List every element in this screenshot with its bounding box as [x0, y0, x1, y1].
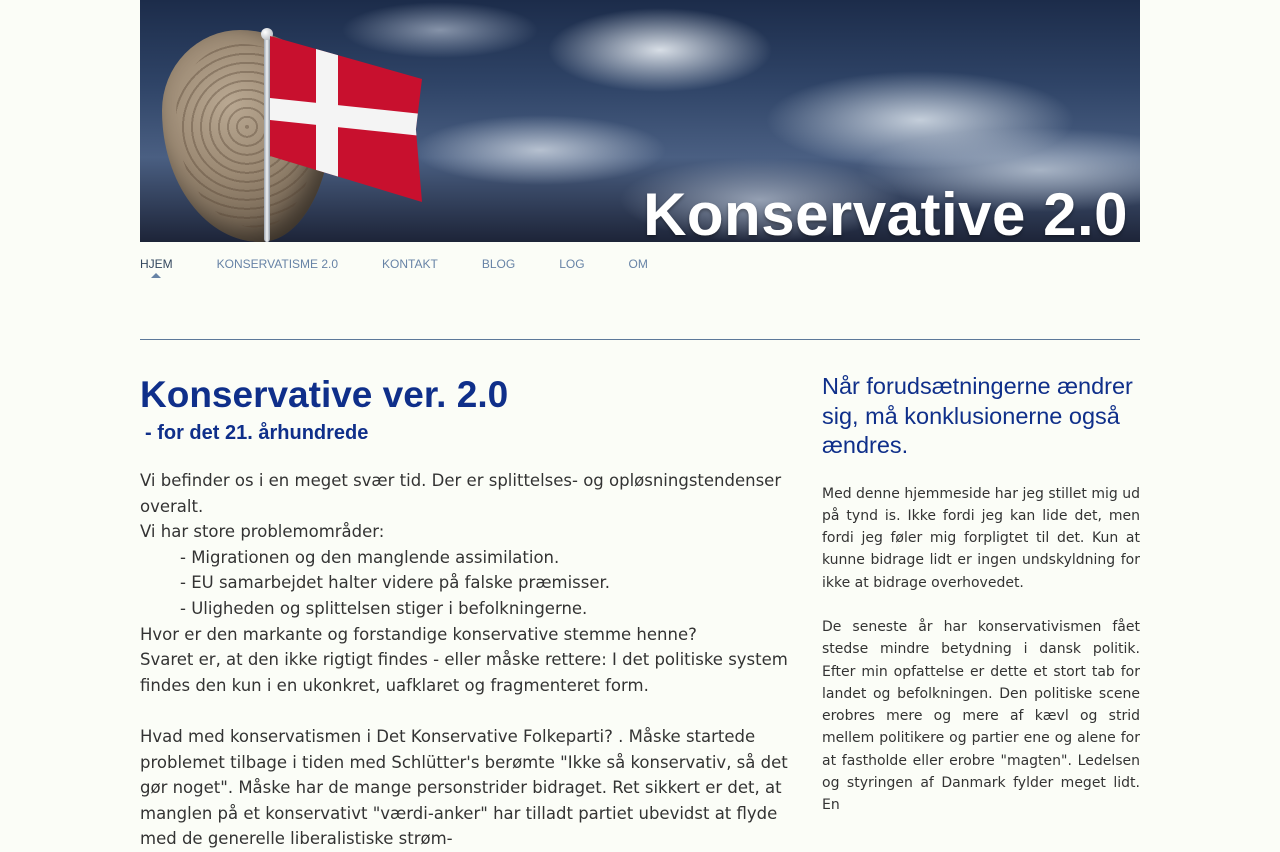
site-title[interactable]: Konservative 2.0 [643, 181, 1128, 242]
nav-item-label: BLOG [481, 257, 516, 271]
nav-item-log[interactable] [559, 257, 584, 271]
header-banner [140, 0, 1140, 242]
sidebar-paragraph: De seneste år har konservativismen fået stedse mindre betydning i dansk politik. Efter min opfattelse er dette et stort tab for landet og befolkningen. Den politiske scene erobres mere og mere af kævl og strid mellem politikere og partier ene og alene for at fastholde eller erobre "magten". Ledelsen og styringen af Danmark fylder meget lidt. En [822, 618, 1140, 814]
list-item: - EU samarbejdet halter videre på falske præmisser. [180, 573, 611, 593]
sidebar-heading: Når forudsætningerne ændrer sig, må konklusionerne også ændres. [822, 373, 1133, 458]
paragraph: Svaret er, at den ikke rigtigt findes - eller måske rettere: I det politiske system findes den kun i en ukonkret, uafklaret og fragmenteret form. [140, 650, 788, 695]
paragraph: Vi har store problemområder: [140, 522, 385, 542]
nav-item-label: KONSERVATISME 2.0 [216, 257, 339, 271]
article-body [140, 468, 800, 852]
page-title: Konservative ver. 2.0 [140, 374, 509, 415]
list-item: - Uligheden og splittelsen stiger i befolkningerne. [180, 598, 588, 618]
sidebar-paragraph: Med denne hjemmeside har jeg stillet mig ud på tynd is. Ikke fordi jeg kan lide det, men fordi jeg føler mig forpligtet til det. Kun at kunne bidrage lidt er ingen undskyldning for ikke at bidrage overhovedet. [822, 485, 1140, 591]
page [140, 0, 1140, 849]
nav-item-om[interactable] [629, 257, 648, 271]
nav-item-kontakt[interactable] [382, 257, 438, 271]
page-subtitle: - for det 21. århundrede [145, 422, 369, 444]
active-indicator-icon [151, 273, 161, 278]
content-area [140, 340, 1140, 849]
main-column [140, 374, 800, 852]
flag-pole [264, 36, 270, 242]
paragraph: Hvor er den markante og forstandige konservative stemme henne? [140, 624, 697, 644]
list-item: - Migrationen og den manglende assimilation. [180, 547, 560, 567]
nav-item-label: KONTAKT [382, 257, 438, 271]
paragraph: Vi befinder os i en meget svær tid. Der er splittelses- og opløsningstendenser overalt. [140, 471, 782, 516]
nav-item-label: LOG [559, 257, 585, 271]
nav-item-label: OM [628, 257, 648, 271]
nav-item-label: HJEM [140, 257, 173, 271]
nav-item-blog[interactable] [482, 257, 515, 271]
nav-item-konservatisme[interactable] [217, 257, 338, 271]
sidebar [822, 372, 1140, 839]
main-navigation [140, 242, 1140, 340]
nav-item-hjem[interactable] [140, 257, 173, 271]
paragraph: Hvad med konservatismen i Det Konservative Folkeparti? . Måske startede problemet tilbage i tiden med Schlütter's berømte "Ikke så konservativ, så det gør noget". Måske har de mange personstrider bidraget. Ret sikkert er det, at manglen på et konservativt "værdi-anker" har tilladt partiet ubevidst at flyde med de generelle liberalistiske strøm- [140, 726, 788, 849]
sidebar-text [822, 483, 1140, 817]
